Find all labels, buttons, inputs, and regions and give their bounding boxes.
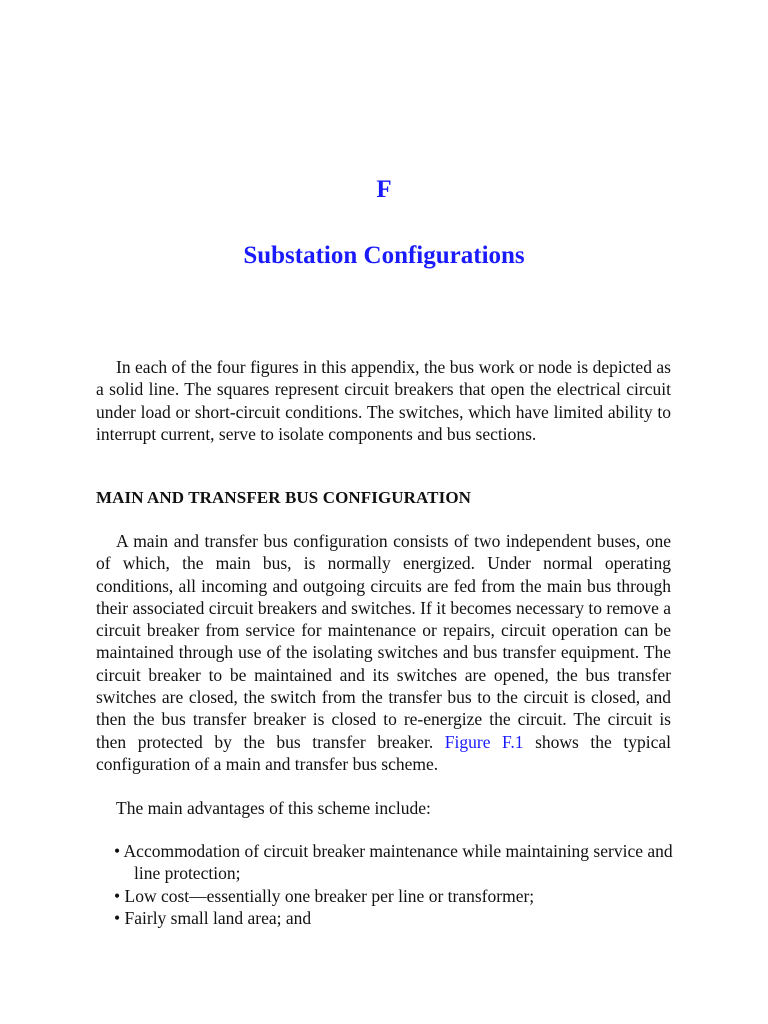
advantages-list [114, 840, 674, 929]
chapter-title: Substation Configurations [243, 242, 525, 269]
figure-link[interactable]: Figure F.1 [444, 731, 524, 752]
intro-paragraph: In each of the four figures in this appendix, the bus work or node is depicted as a solid line. The squares represent circuit breakers that open the electrical circuit under load or short-circuit conditions. The switches, which have limited ability to interrupt current, serve to isolate components and bus sections. [96, 357, 671, 444]
chapter-letter: F [376, 176, 392, 203]
advantages-intro: The main advantages of this scheme include: [116, 798, 431, 818]
list-item: • Accommodation of circuit breaker maintenance while maintaining service and line protection; [114, 841, 673, 884]
section-paragraph [96, 530, 671, 775]
section-heading: MAIN AND TRANSFER BUS CONFIGURATION [96, 488, 472, 507]
list-item: • Fairly small land area; and [114, 907, 312, 928]
list-item: • Low cost—essentially one breaker per line or transformer; [114, 885, 535, 906]
paragraph-text-before-link: A main and transfer bus configuration consists of two independent buses, one of which, the main bus, is normally energized. Under normal operating conditions, all incoming and outgoing circuits are fed from the main bus through their associated circuit breakers and switches. If it becomes necessary to remove a circuit breaker from service for maintenance or repairs, circuit operation can be maintained through use of the isolating switches and bus transfer equipment. The circuit breaker to be maintained and its switches are opened, the bus transfer switches are closed, the switch from the transfer bus to the circuit is closed, and then the bus transfer breaker is closed to re-energize the circuit. The circuit is then protected by the bus transfer breaker. [96, 531, 671, 752]
paragraph-text-after-link: shows the typical configuration of a main and transfer bus scheme. [96, 731, 672, 774]
